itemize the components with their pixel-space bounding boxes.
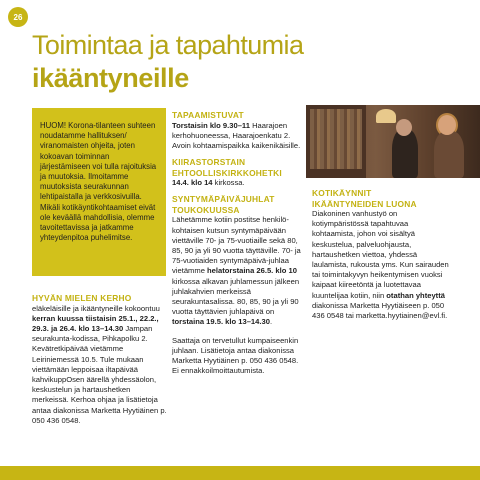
syntymapaiva-heading-line2: TOUKOKUUSSA [172, 204, 240, 215]
kotikaynnit-section [312, 188, 450, 321]
page-title-line1: Toimintaa ja tapahtumia [32, 30, 304, 60]
syntymapaivajuhlat-section [172, 194, 304, 376]
tapaamistuvat-section [172, 110, 304, 151]
bottom-accent-bar [0, 466, 480, 480]
hyvan-mielen-heading: HYVÄN MIELEN KERHO [32, 293, 132, 303]
corona-notice-box [32, 108, 166, 276]
kotikaynnit-text: Diakoninen vanhustyö on kotiympäristössä tapahtuvaa kohtaamista, johon voi sisältyä keskustelua, palveluohjausta, hartaushetken viettoa, yhdessä laulamista, rukousta yms. Kun sairauden tai toimintakyvyn heikentymisen vuoksi kaipaat kiireetöntä ja luotettavaa kuuntelijaa kotiin, niin otathan yhteyttä diakonissa Marketta Hyytiäiseen p. 050 436 0548 tai marketta.hyytiainen@evl.fi. [312, 209, 449, 321]
tapaamistuvat-heading: TAPAAMISTUVAT [172, 110, 244, 120]
syntymapaiva-heading-line1: SYNTYMÄPÄIVÄJUHLAT [172, 194, 275, 205]
page-number-badge: 26 [8, 7, 28, 27]
kiirastorstai-heading-line2: EHTOOLLISKIRKKOHETKI [172, 167, 282, 178]
photo-two-women-conversation [306, 105, 480, 178]
kiirastorstai-section [172, 157, 304, 188]
middle-column [172, 110, 304, 382]
syntymapaiva-paragraph1: Lähetämme kotiin postitse henkilö-kohtaisen kutsun syntymäpäivään viettäville 70- ja 75-vuotiaille sekä 80, 85, 90 ja yli 90 vuotta täyttäville. 70- ja 75-vuotiaiden syntymäpäivä-juhlaa vietämme helatorstaina 26.5. klo 10 kirkossa alkavan juhlamessun jälkeen juhlakahvien merkeissä seurakuntasalissa. 80, 85, 90 ja yli 90 vuotta täyttävien juhlapäivä on torstaina 19.5. klo 13–14.30. [172, 215, 301, 327]
hyvan-mielen-text: eläkeläisille ja ikääntyneille kokoontuu kerran kuussa tiistaisin 25.1., 22.2., 29.3. ja 26.4. klo 13–14.30 Jampan seurakunta-kodissa, Pihkapolku 2. Kevätretkipäivää vietämme Leiriniemessä 10.5. Tule mukaan viettämään leppoisaa iltapäivää kahvikuppOsen äärellä yhdessäolon, keskustelun ja hartaushetken merkeissä. Kerhoa ohjaa ja lisätietoja antaa diakonissa Marketta Hyytiäinen p. 050 436 0548. [32, 303, 167, 425]
kiirastorstai-heading-line1: KIIRASTORSTAIN [172, 157, 246, 168]
syntymapaiva-paragraph2: Saattaja on tervetullut kumpaiseenkin juhlaan. Lisätietoja antaa diakonissa Marketta Hyytiäinen p. 050 436 0548. Ei ennakkoilmoittautumista. [172, 335, 299, 376]
kotikaynnit-heading-line1: KOTIKÄYNNIT [312, 188, 372, 198]
page-title-line2: ikääntyneille [32, 63, 189, 93]
kotikaynnit-heading-line2: IKÄÄNTYNEIDEN LUONA [312, 198, 417, 209]
kiirastorstai-text: 14.4. klo 14 kirkossa. [172, 178, 245, 188]
tapaamistuvat-text: Torstaisin klo 9.30–11 Haarajoen kerhohuoneessa, Haarajoenkatu 2. Avoin kohtaamispaikka kaikenikäisille. [172, 120, 301, 150]
corona-notice-text: HUOM! Korona-tilanteen suhteen noudatamme hallituksen/ viranomaisten ohjeita, joten kokoavan toiminnan järjestämiseen voi tulla rajoituksia ja muutoksia. Ilmoitamme muutoksista seurakunnan lehtipaistalla ja verkkosivuilla. Mikäli kotikäyntikohtaamiset eivät ole keväällä mahdollisia, olemme tavoitettavissa ja jatkamme yhteydenpitoa puhelimitse. [40, 121, 157, 243]
hyvan-mielen-kerho-section [32, 293, 168, 426]
